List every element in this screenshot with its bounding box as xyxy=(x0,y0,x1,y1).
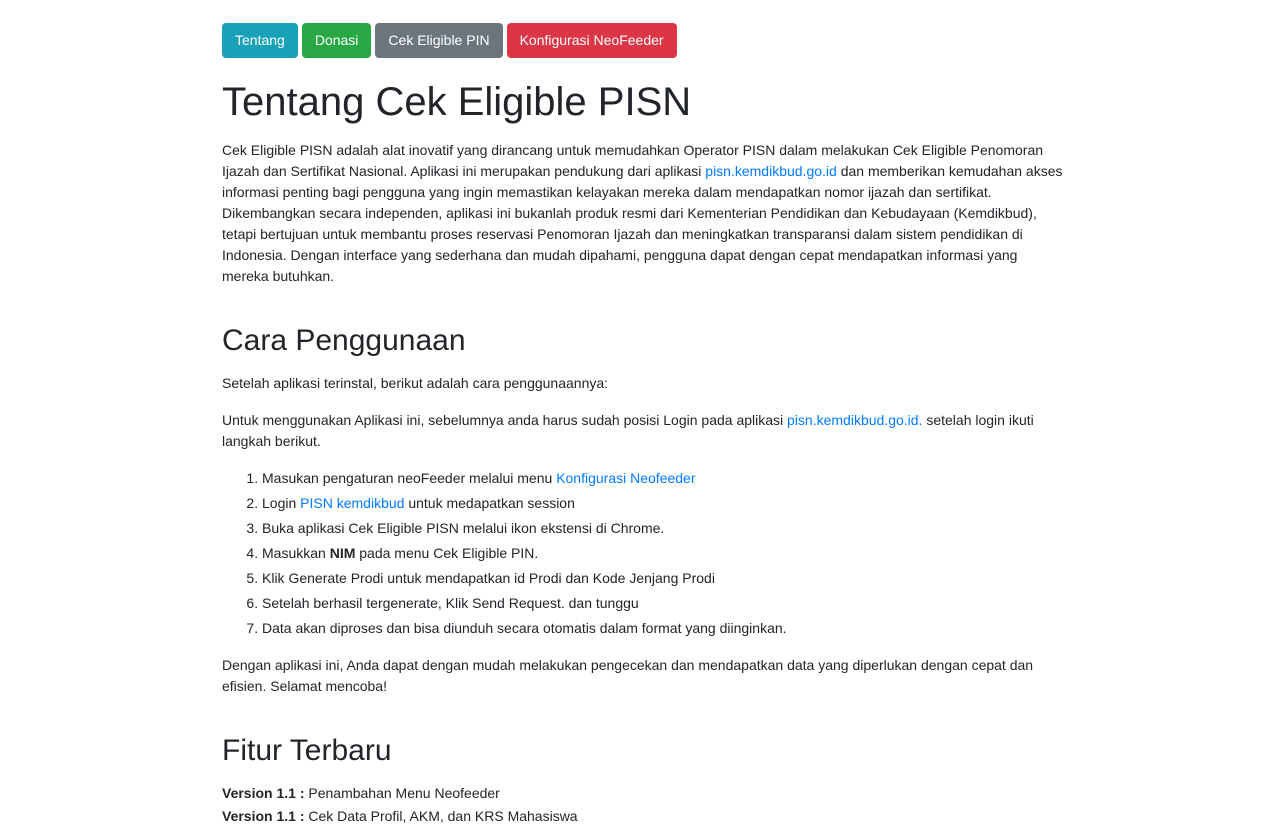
step-4-post: pada menu Cek Eligible PIN. xyxy=(355,545,539,561)
nav-cek-eligible-pin[interactable]: Cek Eligible PIN xyxy=(375,23,502,58)
konfigurasi-neofeeder-link[interactable]: Konfigurasi Neofeeder xyxy=(556,470,696,486)
list-item xyxy=(262,568,1080,589)
list-item xyxy=(262,518,1080,539)
list-item xyxy=(262,468,1080,489)
list-item xyxy=(262,543,1080,564)
nav-konfigurasi-neofeeder[interactable]: Konfigurasi NeoFeeder xyxy=(507,23,677,58)
step-2-post: untuk medapatkan session xyxy=(404,495,575,511)
about-text-part1: Cek Eligible PISN adalah alat inovatif yang dirancang untuk memudahkan Operator PISN dalam melakukan Cek Eligible Penomoran Ijazah dan Sertifikat Nasional. Aplikasi ini merupakan pendukung dari aplikasi xyxy=(222,142,1044,179)
feature-1-text: Penambahan Menu Neofeeder xyxy=(304,785,500,801)
pisn-kemdikbud-link[interactable]: pisn.kemdikbud.go.id xyxy=(705,163,837,179)
list-item xyxy=(262,618,1080,639)
feature-2-version: Version 1.1 : xyxy=(222,808,305,824)
step-1-pre: Masukan pengaturan neoFeeder melalui menu xyxy=(262,470,557,486)
feature-item xyxy=(222,806,1080,827)
usage-intro: Setelah aplikasi terinstal, berikut adalah cara penggunaannya: xyxy=(222,375,609,391)
feature-1-version: Version 1.1 : xyxy=(222,785,305,801)
nav-tentang[interactable]: Tentang xyxy=(222,23,298,58)
feature-item xyxy=(222,783,1080,804)
usage-steps-list xyxy=(222,468,1080,639)
navbar xyxy=(222,23,1080,58)
nav-donasi[interactable]: Donasi xyxy=(302,23,372,58)
step-4-bold: NIM xyxy=(329,545,356,561)
step-3-text: Buka aplikasi Cek Eligible PISN melalui ikon ekstensi di Chrome. xyxy=(262,520,665,536)
pisn-kemdikbud-step-link[interactable]: PISN kemdikbud xyxy=(300,495,405,511)
feature-2-text: Cek Data Profil, AKM, dan KRS Mahasiswa xyxy=(304,808,578,824)
usage-login-part2: setelah login ikuti langkah berikut. xyxy=(222,412,1034,449)
step-5-text: Klik Generate Prodi untuk mendapatkan id Prodi dan Kode Jenjang Prodi xyxy=(262,570,715,586)
step-6-text: Setelah berhasil tergenerate, Klik Send Request. dan tunggu xyxy=(262,595,639,611)
usage-login-note xyxy=(222,410,1080,452)
about-paragraph xyxy=(222,140,1067,287)
list-item xyxy=(262,493,1080,514)
usage-closing: Dengan aplikasi ini, Anda dapat dengan mudah melakukan pengecekan dan mendapatkan data yang diperlukan dengan cepat dan efisien. Selamat mencoba! xyxy=(222,657,1034,694)
step-4-pre: Masukkan xyxy=(262,545,330,561)
about-text-part2: dan memberikan kemudahan akses informasi penting bagi pengguna yang ingin memastikan kelayakan mereka dalam mendapatkan nomor ijazah dan sertifikat. Dikembangkan secara independen, aplikasi ini bukanlah produk resmi dari Kementerian Pendidikan dan Kebudayaan (Kemdikbud), tetapi bertujuan untuk membantu proses reservasi Penomoran Ijazah dan meningkatkan transparansi dalam sistem pendidikan di Indonesia. Dengan interface yang sederhana dan mudah dipahami, pengguna dapat dengan cepat mendapatkan informasi yang mereka butuhkan. xyxy=(222,163,1063,284)
list-item xyxy=(262,593,1080,614)
pisn-login-link[interactable]: pisn.kemdikbud.go.id. xyxy=(787,412,923,428)
usage-heading: Cara Penggunaan xyxy=(222,324,466,357)
step-7-text: Data akan diproses dan bisa diunduh secara otomatis dalam format yang diinginkan. xyxy=(262,620,787,636)
page-title: Tentang Cek Eligible PISN xyxy=(222,80,692,124)
step-2-pre: Login xyxy=(262,495,301,511)
usage-login-part1: Untuk menggunakan Aplikasi ini, sebelumnya anda harus sudah posisi Login pada aplikasi xyxy=(222,412,788,428)
features-heading: Fitur Terbaru xyxy=(222,734,392,767)
